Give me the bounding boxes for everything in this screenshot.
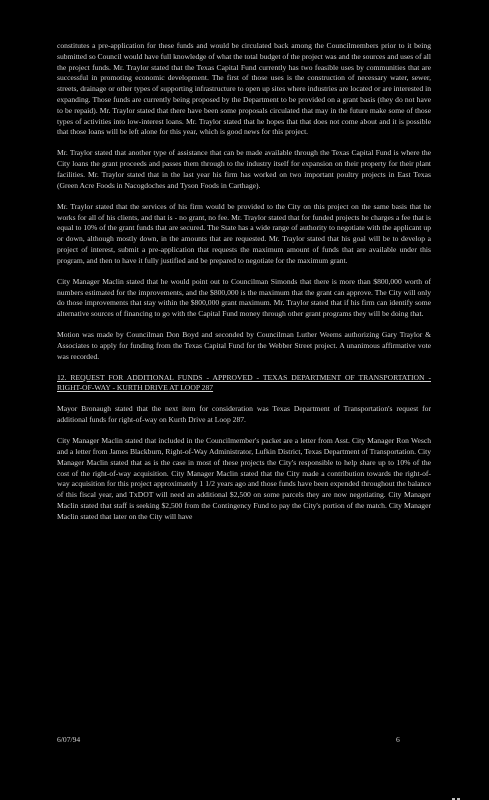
paragraph: Mayor Bronaugh stated that the next item for consideration was Texas Department of Transportation's request for additional funds for right-of-way on Kurth Drive at Loop 287. — [57, 404, 431, 425]
minutes-body — [57, 41, 431, 533]
paragraph: City Manager Maclin stated that included in the Councilmember's packet are a letter from Asst. City Manager Ron Wesch and a letter from James Blackburn, Right-of-Way Administrator, Lufkin District, Texas Department of Transportation. City Manager Maclin stated that as is the case in most of these projects the City's responsible to help share up to 10% of the cost of the right-of-way acquisition. City Manager Maclin stated that the City made a contribution towards the right-of-way acquisition for this project approximately 1 1/2 years ago and those funds have been expended throughout the balance of this fiscal year, and TxDOT will need an additional $2,500 on some parcels they are now negotiating. City Manager Maclin stated that staff is seeking $2,500 from the Contingency Fund to pay the City's portion of the match. City Manager Maclin stated that later on the City will have — [57, 436, 431, 521]
paragraph: Motion was made by Councilman Don Boyd and seconded by Councilman Luther Weems authorizing Gary Traylor & Associates to apply for funding from the Texas Capital Fund for the Webber Street project. A unanimous affirmative vote was recorded. — [57, 330, 431, 361]
footer-date: 6/07/94 — [57, 735, 81, 744]
paragraph: Mr. Traylor stated that the services of his firm would be provided to the City on this project on the same basis that he works for all of his clients, and that is - no grant, no fee. Mr. Traylor stated that for funded projects he charges a fee that is equal to 10% of the grant funds that are secured. The State has a wide range of authority to negotiate with the applicant up or down, although mostly down, in the amounts that are requested. Mr. Traylor stated that his goal will be to develop a project of interest, submit a pre-application that requests the maximum amount of funds that are available under this program, and then to have it fully justified and be prepared to negotiate for the maximum grant. — [57, 201, 431, 265]
paragraph: City Manager Maclin stated that he would point out to Councilman Simonds that there is more than $800,000 worth of numbers estimated for the improvements, and the $800,000 is the maximum that the grant can approve. The City will only do those improvements that stay within the $800,000 grant maximum. Mr. Traylor stated that if his firm can identify some alternative sources of financing to go with the Capital Fund money through other grant programs they will be doing that. — [57, 276, 431, 319]
agenda-item-heading: 12. REQUEST FOR ADDITIONAL FUNDS - APPROVED - TEXAS DEPARTMENT OF TRANSPORTATION - RIGHT-OF-WAY - KURTH DRIVE AT LOOP 287 — [57, 372, 431, 393]
page-number: 6 — [396, 735, 400, 744]
scan-mark — [452, 787, 466, 789]
paragraph: Mr. Traylor stated that another type of assistance that can be made available through the Texas Capital Fund is where the City loans the grant proceeds and passes them through to the industry itself for expansion on their property for their plant facilities. Mr. Traylor stated that in the last year his firm has worked on two important poultry projects in East Texas (Green Acre Foods in Nacogdoches and Tyson Foods in Carthage). — [57, 148, 431, 190]
paragraph: constitutes a pre-application for these funds and would be circulated back among the Councilmembers prior to it being submitted so Council would have full knowledge of what the total budget of the project was and the sources and uses of all the project funds. Mr. Traylor stated that the Texas Capital Fund currently has two feasible uses by communities that are successful in promoting economic development. The first of those uses is the construction of necessary water, sewer, streets, drainage or other types of supporting infrastructure to open up sites where industries are located or are interested in expanding. Those funds are currently being proposed by the Department to be provided on a grant basis (they do not have to be repaid). Mr. Traylor stated that there have been some proposals circulated that may in the future make some of those types of activities into low-interest loans. Mr. Traylor stated that he hopes that that does not come about and it is possible that those loans will be left alone for this year, which is good news for this project. — [57, 41, 431, 137]
